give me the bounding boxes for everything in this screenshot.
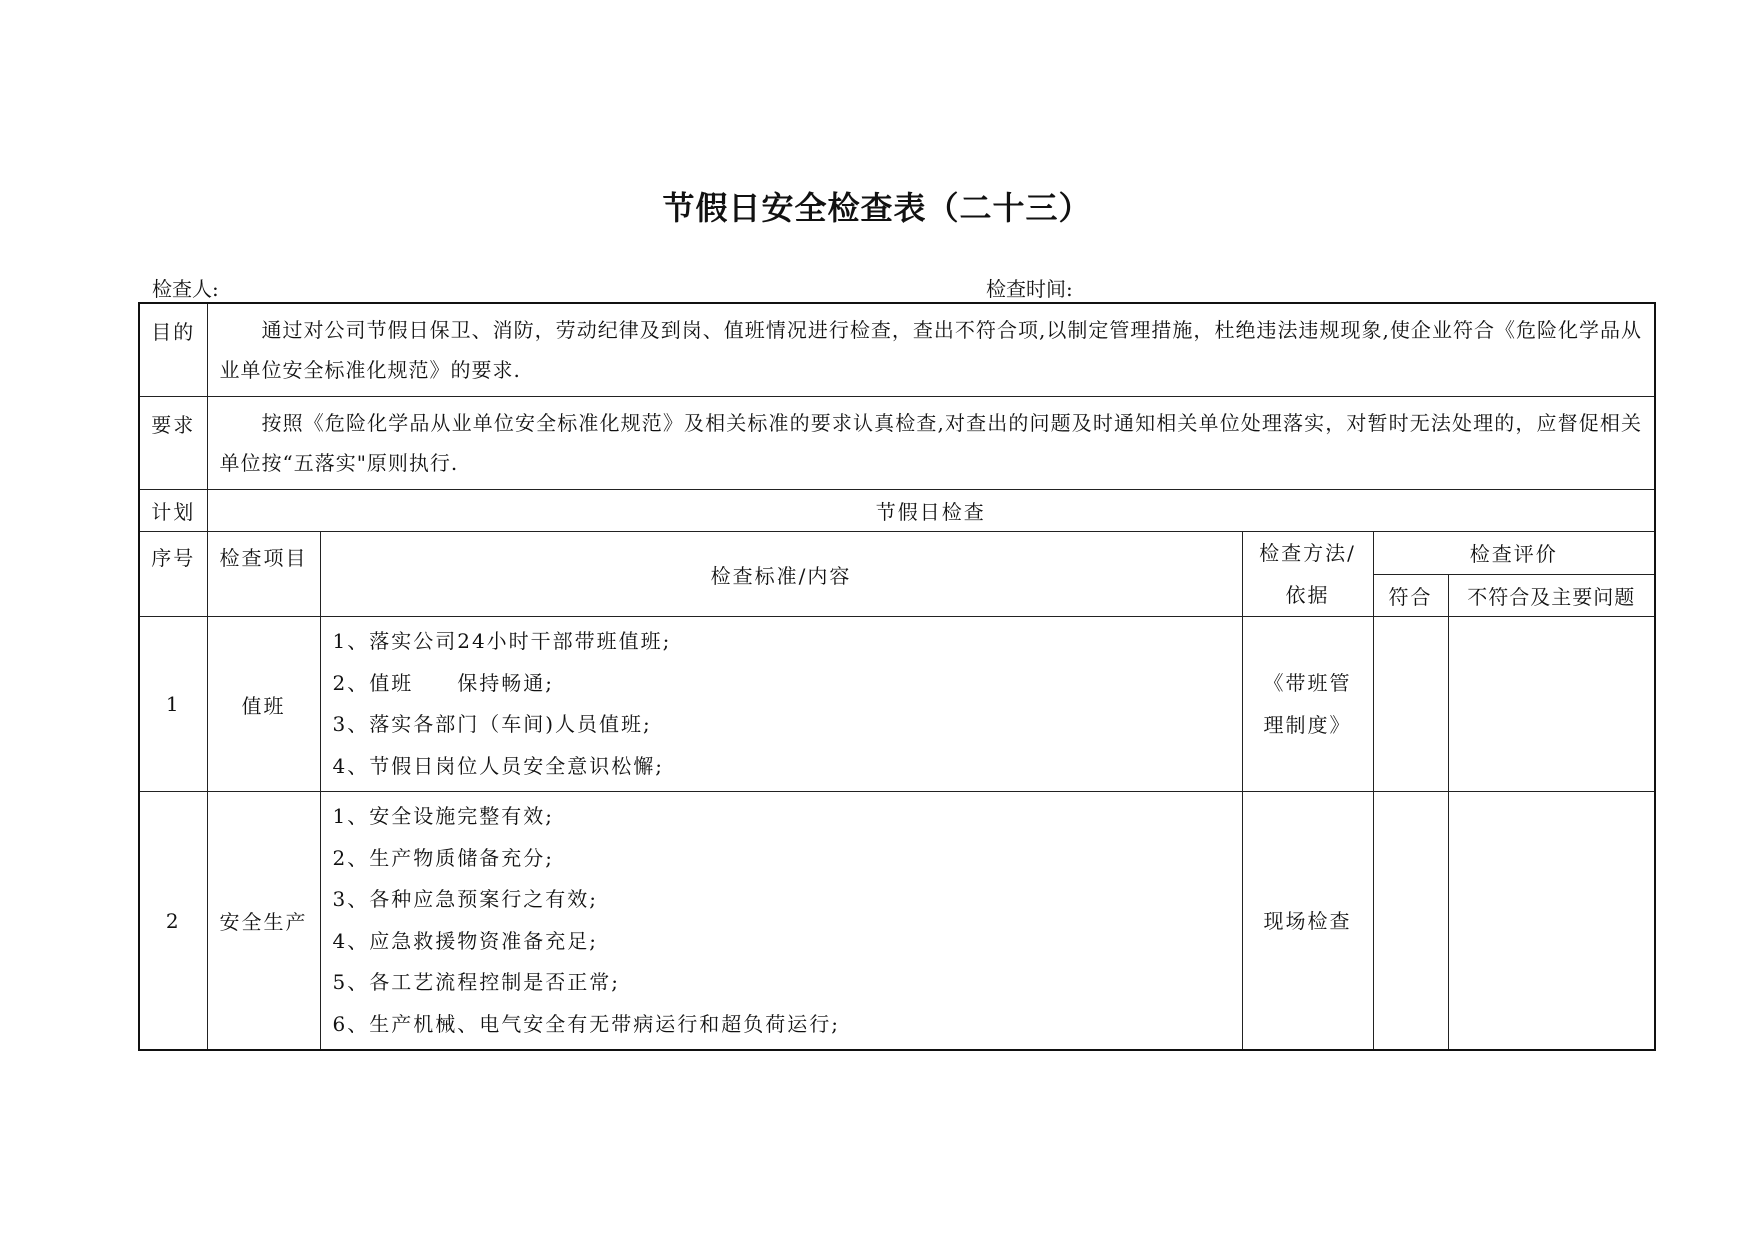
standard-item: 4、应急救援物资准备充足; [332,928,598,953]
standard-item: 5、各工艺流程控制是否正常; [332,970,620,994]
table-row [139,792,1655,1051]
column-header-row [139,532,1655,575]
requirement-row [139,397,1655,490]
col-method-line2: 依据 [1285,583,1330,607]
standard-item: 1、安全设施完整有效; [332,804,554,828]
row-method-line2: 理制度》 [1263,713,1352,737]
col-conform-header: 符合 [1373,574,1448,617]
purpose-text: 通过对公司节假日保卫、消防，劳动纪律及到岗、值班情况进行检查，查出不符合项,以制定管理措施，杜绝违法违规现象,使企业符合《危险化学品从业单位安全标准化规范》的要求. [207,303,1655,397]
requirement-text: 按照《危险化学品从业单位安全标准化规范》及相关标准的要求认真检查,对查出的问题及时通知相关单位处理落实，对暂时无法处理的，应督促相关单位按“五落实"原则执行. [207,397,1655,490]
requirement-label: 要求 [139,397,207,490]
plan-row [139,490,1655,532]
purpose-label: 目的 [139,303,207,397]
inspection-time-label: 检查时间: [986,277,1073,301]
standard-item: 2、生产物质储备充分; [332,845,554,870]
row-standards [320,792,1242,1051]
col-method-line1: 检查方法/ [1259,541,1356,565]
plan-label: 计划 [139,490,207,532]
row-item: 安全生产 [207,792,320,1051]
row-standards [320,617,1242,792]
row-method [1242,617,1373,792]
standard-item: 3、落实各部门（车间)人员值班; [332,712,652,736]
row-nonconform-cell [1448,617,1655,792]
page-title: 节假日安全检查表（二十三） [662,189,1092,227]
purpose-row [139,303,1655,397]
standard-item: 4、节假日岗位人员安全意识松懈; [332,753,664,778]
plan-value: 节假日检查 [207,490,1655,532]
row-method [1242,792,1373,1051]
table-row [139,617,1655,792]
row-nonconform-cell [1448,792,1655,1051]
col-standard-header: 检查标准/内容 [320,532,1242,617]
row-no: 1 [139,617,207,792]
standard-item: 2、值班 保持畅通; [332,670,554,695]
standard-item: 1、落实公司24小时干部带班值班; [332,629,672,653]
row-method-line1: 《带班管 [1263,671,1352,695]
row-no: 2 [139,792,207,1051]
standard-item: 3、各种应急预案行之有效; [332,887,598,911]
inspector-label: 检查人: [152,277,219,301]
col-nonconform-header: 不符合及主要问题 [1448,574,1655,617]
col-evaluation-header: 检查评价 [1373,532,1655,575]
row-conform-cell [1373,617,1448,792]
row-conform-cell [1373,792,1448,1051]
col-method-header [1242,532,1373,617]
col-item-header: 检查项目 [207,532,320,617]
col-no-header: 序号 [139,532,207,617]
row-method-line1: 现场检查 [1263,908,1352,933]
row-item: 值班 [207,617,320,792]
inspection-table [138,302,1656,1051]
standard-item: 6、生产机械、电气安全有无带病运行和超负荷运行; [332,1011,840,1036]
